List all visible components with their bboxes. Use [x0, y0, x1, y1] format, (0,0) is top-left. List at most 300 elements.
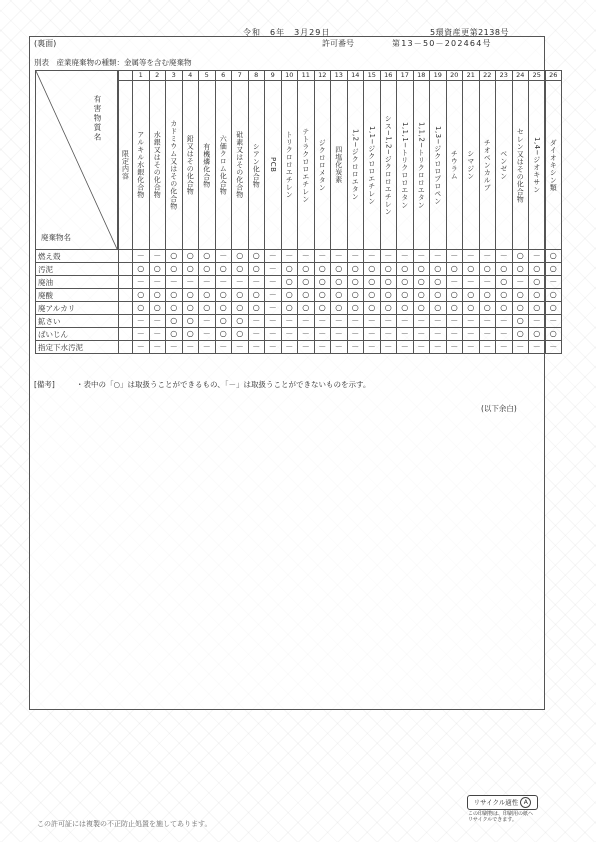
substance-header-cell	[215, 81, 232, 250]
substance-number: 9	[265, 71, 282, 81]
substance-header-cell	[182, 81, 199, 250]
table-row	[36, 315, 562, 328]
side-label: (裏面)	[34, 39, 57, 48]
handling-mark: ○	[496, 276, 513, 289]
substance-number: 14	[347, 71, 364, 81]
substance-number: 10	[281, 71, 298, 81]
substance-name: 1,1−ジクロロエチレン	[367, 125, 376, 205]
handling-mark: ○	[413, 289, 430, 302]
substance-number: 4	[182, 71, 199, 81]
handling-mark: －	[479, 328, 496, 341]
substance-name: シマジン	[466, 150, 475, 180]
handling-mark: ○	[479, 302, 496, 315]
table-row	[36, 289, 562, 302]
waste-name: 廃アルカリ	[36, 302, 119, 315]
handling-mark: ○	[512, 302, 529, 315]
handling-mark: ○	[364, 276, 381, 289]
substance-header-cell	[199, 81, 216, 250]
substance-number: 3	[166, 71, 183, 81]
substance-header-cell	[446, 81, 463, 250]
substance-header-cell	[397, 81, 414, 250]
handling-mark: ○	[380, 263, 397, 276]
handling-mark: －	[281, 250, 298, 263]
substance-name: 六価クロム化合物	[219, 135, 228, 195]
handling-mark: －	[479, 341, 496, 354]
handling-mark: ○	[529, 263, 546, 276]
handling-mark: ○	[149, 289, 166, 302]
substance-name: 1,4−ジオキサン	[532, 136, 541, 194]
substance-name: ダイオキシン類	[549, 138, 558, 192]
handling-mark: ○	[199, 263, 216, 276]
substance-header-cell	[331, 81, 348, 250]
handling-mark: －	[298, 328, 315, 341]
handling-mark: ○	[545, 250, 562, 263]
substance-header-cell	[347, 81, 364, 250]
handling-mark: －	[314, 250, 331, 263]
substance-number: 13	[331, 71, 348, 81]
handling-mark: －	[215, 341, 232, 354]
handling-mark: －	[347, 315, 364, 328]
handling-mark: ○	[215, 289, 232, 302]
handling-mark: ○	[331, 276, 348, 289]
handling-mark: －	[133, 315, 150, 328]
handling-mark: ○	[529, 276, 546, 289]
table-caption: 別表 産業廃棄物の種類：金属等を含む廃棄物	[34, 58, 192, 67]
remarks-text: ・表中の「○」は取扱うことができるもの、「－」は取扱うことができないものを示す。	[76, 380, 371, 389]
handling-mark: －	[397, 328, 414, 341]
handling-mark: ○	[331, 263, 348, 276]
handling-mark: －	[215, 250, 232, 263]
handling-mark: －	[347, 341, 364, 354]
handling-mark: －	[248, 315, 265, 328]
handling-mark: －	[479, 276, 496, 289]
handling-mark: ○	[314, 289, 331, 302]
handling-mark: －	[133, 328, 150, 341]
handling-mark: ○	[413, 302, 430, 315]
handling-mark: －	[446, 276, 463, 289]
substance-header-cell	[512, 81, 529, 250]
handling-mark: －	[496, 250, 513, 263]
table-row	[36, 263, 562, 276]
remarks-label: [備考]	[34, 380, 55, 389]
handling-mark: －	[430, 341, 447, 354]
handling-mark: －	[149, 328, 166, 341]
handling-mark: ○	[529, 289, 546, 302]
table-corner-cell	[36, 71, 119, 250]
handling-mark: －	[265, 315, 282, 328]
handling-mark: －	[149, 315, 166, 328]
handling-mark: ○	[281, 302, 298, 315]
handling-mark: －	[248, 341, 265, 354]
handling-mark: －	[232, 276, 249, 289]
handling-mark: ○	[182, 302, 199, 315]
substance-name: 1,2−ジクロロエタン	[351, 129, 360, 201]
substance-name: 有機燐化合物	[202, 142, 211, 188]
handling-mark: ○	[545, 263, 562, 276]
handling-mark: ○	[347, 263, 364, 276]
handling-mark: ○	[430, 263, 447, 276]
handling-mark: ○	[446, 289, 463, 302]
handling-mark: ○	[496, 289, 513, 302]
handling-mark: ○	[397, 289, 414, 302]
handling-mark: ○	[182, 250, 199, 263]
handling-mark: －	[166, 276, 183, 289]
substance-header-cell	[463, 81, 480, 250]
handling-mark: －	[446, 250, 463, 263]
handling-mark: ○	[545, 289, 562, 302]
handling-mark: ○	[149, 302, 166, 315]
substance-header-cell	[430, 81, 447, 250]
handling-mark: －	[298, 250, 315, 263]
substance-name: カドミウム又はその化合物	[169, 120, 178, 210]
handling-mark: ○	[166, 250, 183, 263]
handling-mark: ○	[347, 276, 364, 289]
handling-mark: ○	[133, 263, 150, 276]
substance-header-cell	[149, 81, 166, 250]
limit-cell	[119, 341, 133, 354]
substance-name: テトラクロロエチレン	[301, 127, 310, 203]
substance-name: 1,3−ジクロロプロペン	[433, 125, 442, 205]
handling-mark: ○	[232, 289, 249, 302]
handling-mark: －	[314, 341, 331, 354]
handling-mark: －	[281, 315, 298, 328]
handling-mark: －	[512, 276, 529, 289]
substance-name: 鉛又はその化合物	[186, 135, 195, 195]
handling-mark: －	[364, 341, 381, 354]
substance-header-cell	[496, 81, 513, 250]
handling-mark: ○	[281, 289, 298, 302]
handling-mark: ○	[496, 263, 513, 276]
substance-name: トリクロロエチレン	[285, 131, 294, 199]
handling-mark: －	[446, 315, 463, 328]
handling-mark: ○	[298, 302, 315, 315]
waste-name: 汚泥	[36, 263, 119, 276]
handling-mark: ○	[331, 302, 348, 315]
substance-number: 17	[397, 71, 414, 81]
handling-mark: ○	[446, 263, 463, 276]
handling-mark: －	[149, 276, 166, 289]
handling-mark: －	[446, 328, 463, 341]
substance-header-cell	[314, 81, 331, 250]
waste-name: ばいじん	[36, 328, 119, 341]
handling-mark: ○	[133, 289, 150, 302]
waste-type-table	[35, 70, 562, 354]
handling-mark: ○	[133, 302, 150, 315]
handling-mark: －	[364, 328, 381, 341]
substance-header-cell	[364, 81, 381, 250]
handling-mark: ○	[512, 250, 529, 263]
substance-header-cell	[479, 81, 496, 250]
handling-mark: ○	[529, 302, 546, 315]
handling-mark: －	[265, 302, 282, 315]
handling-mark: －	[331, 328, 348, 341]
waste-name: 廃酸	[36, 289, 119, 302]
limit-header-label: 限定内容	[121, 150, 130, 180]
handling-mark: ○	[215, 328, 232, 341]
handling-mark: －	[133, 276, 150, 289]
handling-mark: ○	[463, 289, 480, 302]
substance-name: 1,1,2−トリクロロエタン	[417, 121, 426, 209]
substance-number: 7	[232, 71, 249, 81]
handling-mark: －	[347, 328, 364, 341]
limit-number-cell	[119, 71, 133, 81]
handling-mark: ○	[529, 328, 546, 341]
substance-name: アルキル水銀化合物	[136, 131, 145, 199]
substance-name: セレン又はその化合物	[516, 127, 525, 203]
handling-mark: －	[380, 250, 397, 263]
handling-mark: ○	[413, 276, 430, 289]
handling-mark: －	[413, 250, 430, 263]
substance-number: 5	[199, 71, 216, 81]
substance-name: ベンゼン	[499, 150, 508, 180]
handling-mark: ○	[430, 276, 447, 289]
limit-cell	[119, 315, 133, 328]
substance-header-cell	[248, 81, 265, 250]
issue-date: 令和 6年 3月29日	[243, 28, 331, 37]
substance-header-cell	[281, 81, 298, 250]
handling-mark: －	[446, 341, 463, 354]
handling-mark: －	[331, 341, 348, 354]
substance-header-cell	[232, 81, 249, 250]
handling-mark: ○	[182, 328, 199, 341]
end-note: (以下余白)	[481, 404, 517, 413]
substance-header-cell	[529, 81, 546, 250]
limit-header-cell	[119, 81, 133, 250]
table-row	[36, 302, 562, 315]
handling-mark: －	[182, 276, 199, 289]
substance-name: チウラム	[450, 150, 459, 180]
handling-mark: －	[545, 276, 562, 289]
handling-mark: －	[479, 250, 496, 263]
handling-mark: ○	[199, 250, 216, 263]
substance-name: シアン化合物	[252, 142, 261, 188]
substance-number: 23	[496, 71, 513, 81]
handling-mark: －	[331, 250, 348, 263]
substance-name: 1,1,1−トリクロロエタン	[400, 121, 409, 209]
handling-mark: －	[133, 341, 150, 354]
substance-number: 6	[215, 71, 232, 81]
substance-name: PCB	[268, 157, 277, 173]
limit-cell	[119, 276, 133, 289]
handling-mark: －	[364, 250, 381, 263]
handling-mark: ○	[232, 302, 249, 315]
handling-mark: ○	[364, 263, 381, 276]
handling-mark: －	[331, 315, 348, 328]
recycle-grade-mark: A	[520, 797, 531, 808]
handling-mark: －	[248, 328, 265, 341]
handling-mark: －	[182, 341, 199, 354]
limit-cell	[119, 302, 133, 315]
permit-number-label: 許可番号	[322, 39, 354, 48]
handling-mark: －	[265, 289, 282, 302]
handling-mark: －	[199, 276, 216, 289]
handling-mark: －	[380, 315, 397, 328]
permit-number: 第13－50－202464号	[392, 39, 492, 48]
substance-header-cell	[413, 81, 430, 250]
handling-mark: ○	[347, 302, 364, 315]
substance-header-cell	[298, 81, 315, 250]
handling-mark: －	[496, 315, 513, 328]
substance-number: 25	[529, 71, 546, 81]
handling-mark: ○	[512, 263, 529, 276]
handling-mark: ○	[232, 250, 249, 263]
substance-number: 11	[298, 71, 315, 81]
substance-header-cell	[166, 81, 183, 250]
handling-mark: －	[529, 315, 546, 328]
handling-mark: －	[463, 250, 480, 263]
anti-forgery-note: この許可証には複製の不正防止処置を施してあります。	[37, 820, 212, 828]
handling-mark: －	[149, 250, 166, 263]
limit-cell	[119, 289, 133, 302]
handling-mark: ○	[166, 328, 183, 341]
handling-mark: －	[314, 315, 331, 328]
handling-mark: ○	[215, 263, 232, 276]
handling-mark: －	[529, 250, 546, 263]
handling-mark: ○	[397, 263, 414, 276]
handling-mark: ○	[199, 289, 216, 302]
handling-mark: ○	[512, 289, 529, 302]
handling-mark: ○	[232, 328, 249, 341]
substance-number: 16	[380, 71, 397, 81]
handling-mark: ○	[298, 263, 315, 276]
substance-number: 21	[463, 71, 480, 81]
handling-mark: ○	[166, 263, 183, 276]
substance-number: 12	[314, 71, 331, 81]
handling-mark: ○	[512, 328, 529, 341]
substance-header-label: 有害物質名	[93, 95, 102, 143]
handling-mark: －	[397, 315, 414, 328]
waste-name: 鉱さい	[36, 315, 119, 328]
table-row	[36, 341, 562, 354]
document-number: 5環資産更第2138号	[430, 28, 509, 37]
handling-mark: －	[463, 315, 480, 328]
handling-mark: ○	[182, 263, 199, 276]
handling-mark: －	[149, 341, 166, 354]
handling-mark: ○	[430, 289, 447, 302]
handling-mark: ○	[364, 302, 381, 315]
handling-mark: ○	[248, 289, 265, 302]
handling-mark: －	[265, 263, 282, 276]
handling-mark: －	[479, 315, 496, 328]
handling-mark: －	[380, 341, 397, 354]
handling-mark: －	[298, 315, 315, 328]
handling-mark: －	[265, 341, 282, 354]
waste-name: 廃油	[36, 276, 119, 289]
handling-mark: ○	[479, 289, 496, 302]
handling-mark: ○	[182, 315, 199, 328]
limit-cell	[119, 328, 133, 341]
handling-mark: －	[512, 341, 529, 354]
handling-mark: －	[265, 328, 282, 341]
handling-mark: ○	[397, 276, 414, 289]
substance-number: 18	[413, 71, 430, 81]
waste-name: 燃え殻	[36, 250, 119, 263]
handling-mark: ○	[232, 263, 249, 276]
handling-mark: ○	[199, 302, 216, 315]
handling-mark: －	[298, 341, 315, 354]
handling-mark: ○	[314, 263, 331, 276]
handling-mark: ○	[248, 302, 265, 315]
handling-mark: ○	[248, 263, 265, 276]
handling-mark: ○	[479, 263, 496, 276]
handling-mark: ○	[166, 315, 183, 328]
recycle-badge	[467, 795, 538, 810]
substance-number: 24	[512, 71, 529, 81]
handling-mark: ○	[380, 302, 397, 315]
handling-mark: ○	[496, 302, 513, 315]
handling-mark: －	[265, 250, 282, 263]
handling-mark: －	[215, 276, 232, 289]
handling-mark: ○	[347, 289, 364, 302]
handling-mark: －	[281, 328, 298, 341]
handling-mark: －	[529, 341, 546, 354]
handling-mark: －	[430, 315, 447, 328]
substance-header-cell	[380, 81, 397, 250]
substance-name: チオベンカルブ	[483, 138, 492, 192]
handling-mark: －	[413, 341, 430, 354]
substance-header-cell	[265, 81, 282, 250]
substance-number: 19	[430, 71, 447, 81]
table-row	[36, 250, 562, 263]
handling-mark: －	[545, 315, 562, 328]
handling-mark: －	[463, 341, 480, 354]
substance-number: 26	[545, 71, 562, 81]
handling-mark: －	[166, 341, 183, 354]
waste-header-label: 廃棄物名	[41, 233, 71, 242]
handling-mark: －	[397, 341, 414, 354]
handling-mark: ○	[215, 315, 232, 328]
handling-mark: ○	[545, 302, 562, 315]
recycle-note: この印刷物は、印刷用の紙へ リサイクルできます。	[468, 811, 534, 823]
substance-number: 1	[133, 71, 150, 81]
handling-mark: ○	[281, 263, 298, 276]
handling-mark: ○	[430, 302, 447, 315]
handling-mark: ○	[232, 315, 249, 328]
handling-mark: ○	[215, 302, 232, 315]
substance-name: 砒素又はその化合物	[235, 131, 244, 199]
substance-header-cell	[133, 81, 150, 250]
substance-number: 8	[248, 71, 265, 81]
handling-mark: ○	[413, 263, 430, 276]
limit-cell	[119, 250, 133, 263]
handling-mark: ○	[397, 302, 414, 315]
handling-mark: ○	[314, 276, 331, 289]
handling-mark: －	[314, 328, 331, 341]
handling-mark: ○	[248, 250, 265, 263]
handling-mark: －	[133, 250, 150, 263]
handling-mark: ○	[166, 302, 183, 315]
handling-mark: －	[380, 328, 397, 341]
handling-mark: －	[347, 250, 364, 263]
handling-mark: ○	[380, 276, 397, 289]
handling-mark: －	[496, 328, 513, 341]
table-row	[36, 328, 562, 341]
handling-mark: －	[413, 315, 430, 328]
handling-mark: －	[463, 276, 480, 289]
handling-mark: ○	[463, 302, 480, 315]
handling-mark: －	[281, 341, 298, 354]
handling-mark: ○	[380, 289, 397, 302]
handling-mark: －	[430, 250, 447, 263]
handling-mark: －	[430, 328, 447, 341]
substance-name: 水銀又はその化合物	[153, 131, 162, 199]
handling-mark: －	[199, 315, 216, 328]
handling-mark: －	[199, 328, 216, 341]
table-row	[36, 276, 562, 289]
handling-mark: －	[248, 276, 265, 289]
handling-mark: ○	[149, 263, 166, 276]
substance-number: 2	[149, 71, 166, 81]
